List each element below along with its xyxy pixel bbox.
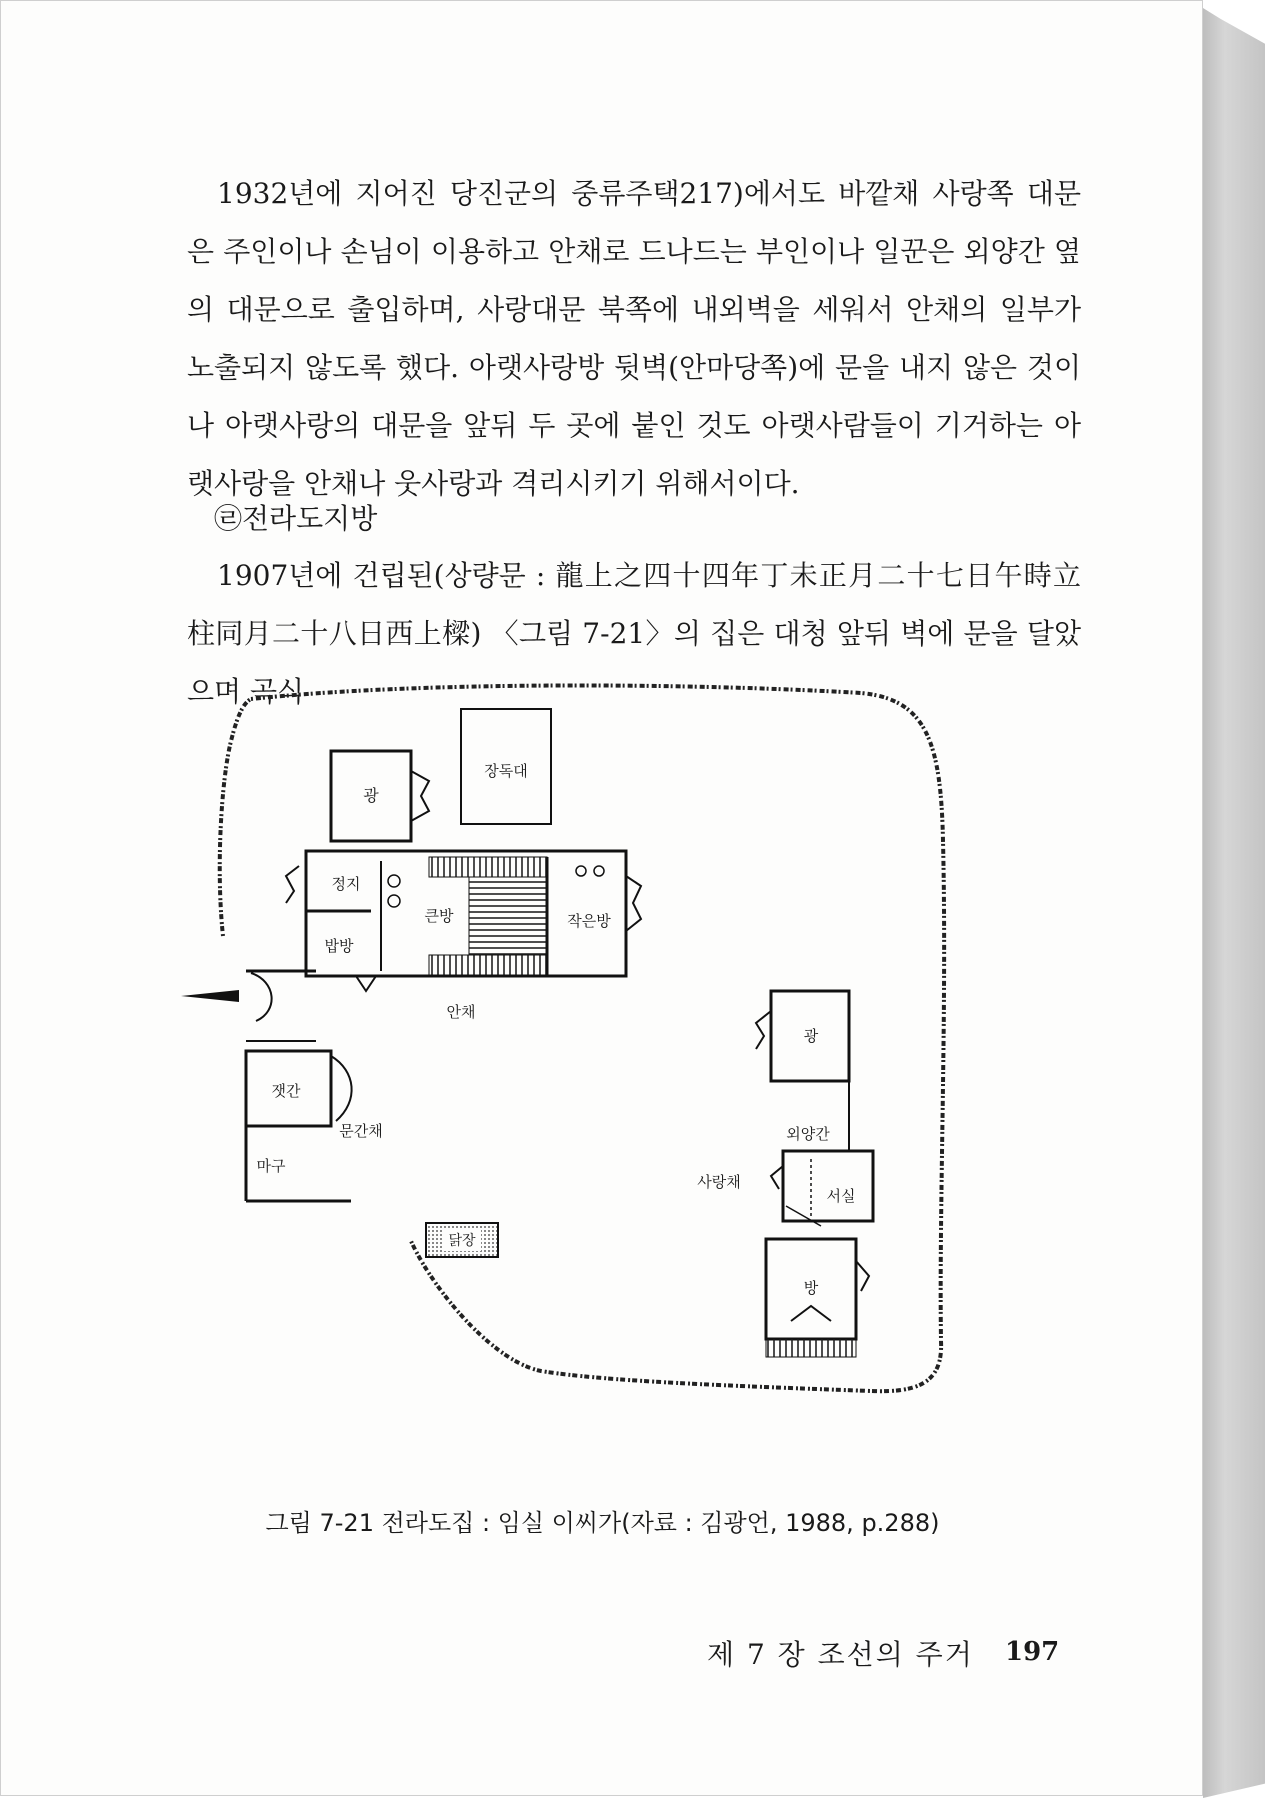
label-keunbang: 큰방: [424, 907, 454, 925]
floor-plan-drawing: [171, 681, 1081, 1481]
book-page-edge: [1203, 8, 1265, 1798]
label-gwang-right: 광: [803, 1027, 819, 1045]
label-oeyanggan: 외양간: [786, 1125, 830, 1143]
label-dakjang: 닭장: [448, 1233, 476, 1249]
label-bang: 방: [803, 1279, 819, 1297]
label-bapbang: 밥방: [324, 937, 354, 955]
page-number: 197: [1005, 1637, 1060, 1667]
label-jeongji: 정지: [331, 875, 361, 893]
label-gwang-top: 광: [363, 786, 379, 805]
label-anchae: 안채: [446, 1003, 476, 1021]
label-jageunbang: 작은방: [567, 912, 611, 930]
entrance-arrow-icon: [181, 990, 239, 1002]
label-mungan: 문간채: [339, 1122, 383, 1140]
label-sarangchae: 사랑채: [697, 1173, 741, 1191]
section-subheading: ㉣전라도지방: [214, 502, 378, 535]
figure-caption: 그림 7-21 전라도집 : 임실 이씨가(자료 : 김광언, 1988, p.288): [265, 1509, 940, 1537]
stone-wall-outline: [220, 685, 944, 1391]
body-paragraph-1: [187, 165, 1081, 513]
label-magu: 마구: [256, 1157, 286, 1175]
paragraph-1-text: 1932년에 지어진 당진군의 중류주택217)에서도 바깥채 사랑쪽 대문은 주인이나 손님이 이용하고 안채로 드나드는 부인이나 일꾼은 외양간 옆의 대문으로 출입하며, 사랑대문 북쪽에 내외벽을 세워서 안채의 일부가 노출되지 않도록 했다. 아랫사랑방 뒷벽(안마당쪽)에 문을 내지 않은 것이나 아랫사랑의 대문을 앞뒤 두 곳에 붙인 것도 아랫사람들이 기거하는 아랫사랑을 안채나 웃사랑과 격리시키기 위해서이다.: [187, 177, 1082, 500]
label-jangdokdae: 장독대: [484, 762, 528, 780]
paragraph-2-text: 1907년에 건립된(상량문 : 龍上之四十四年丁未正月二十七日午時立柱同月二十八日西上樑) 〈그림 7-21〉의 집은 대청 앞뒤 벽에 문을 달았으며 곡식: [187, 559, 1081, 708]
label-jaetgan: 잿간: [271, 1082, 301, 1100]
house-floor-plan-figure: [171, 681, 1081, 1481]
running-footer-chapter: 제 7 장 조선의 주거: [707, 1638, 974, 1671]
label-seosil: 서실: [826, 1187, 856, 1205]
